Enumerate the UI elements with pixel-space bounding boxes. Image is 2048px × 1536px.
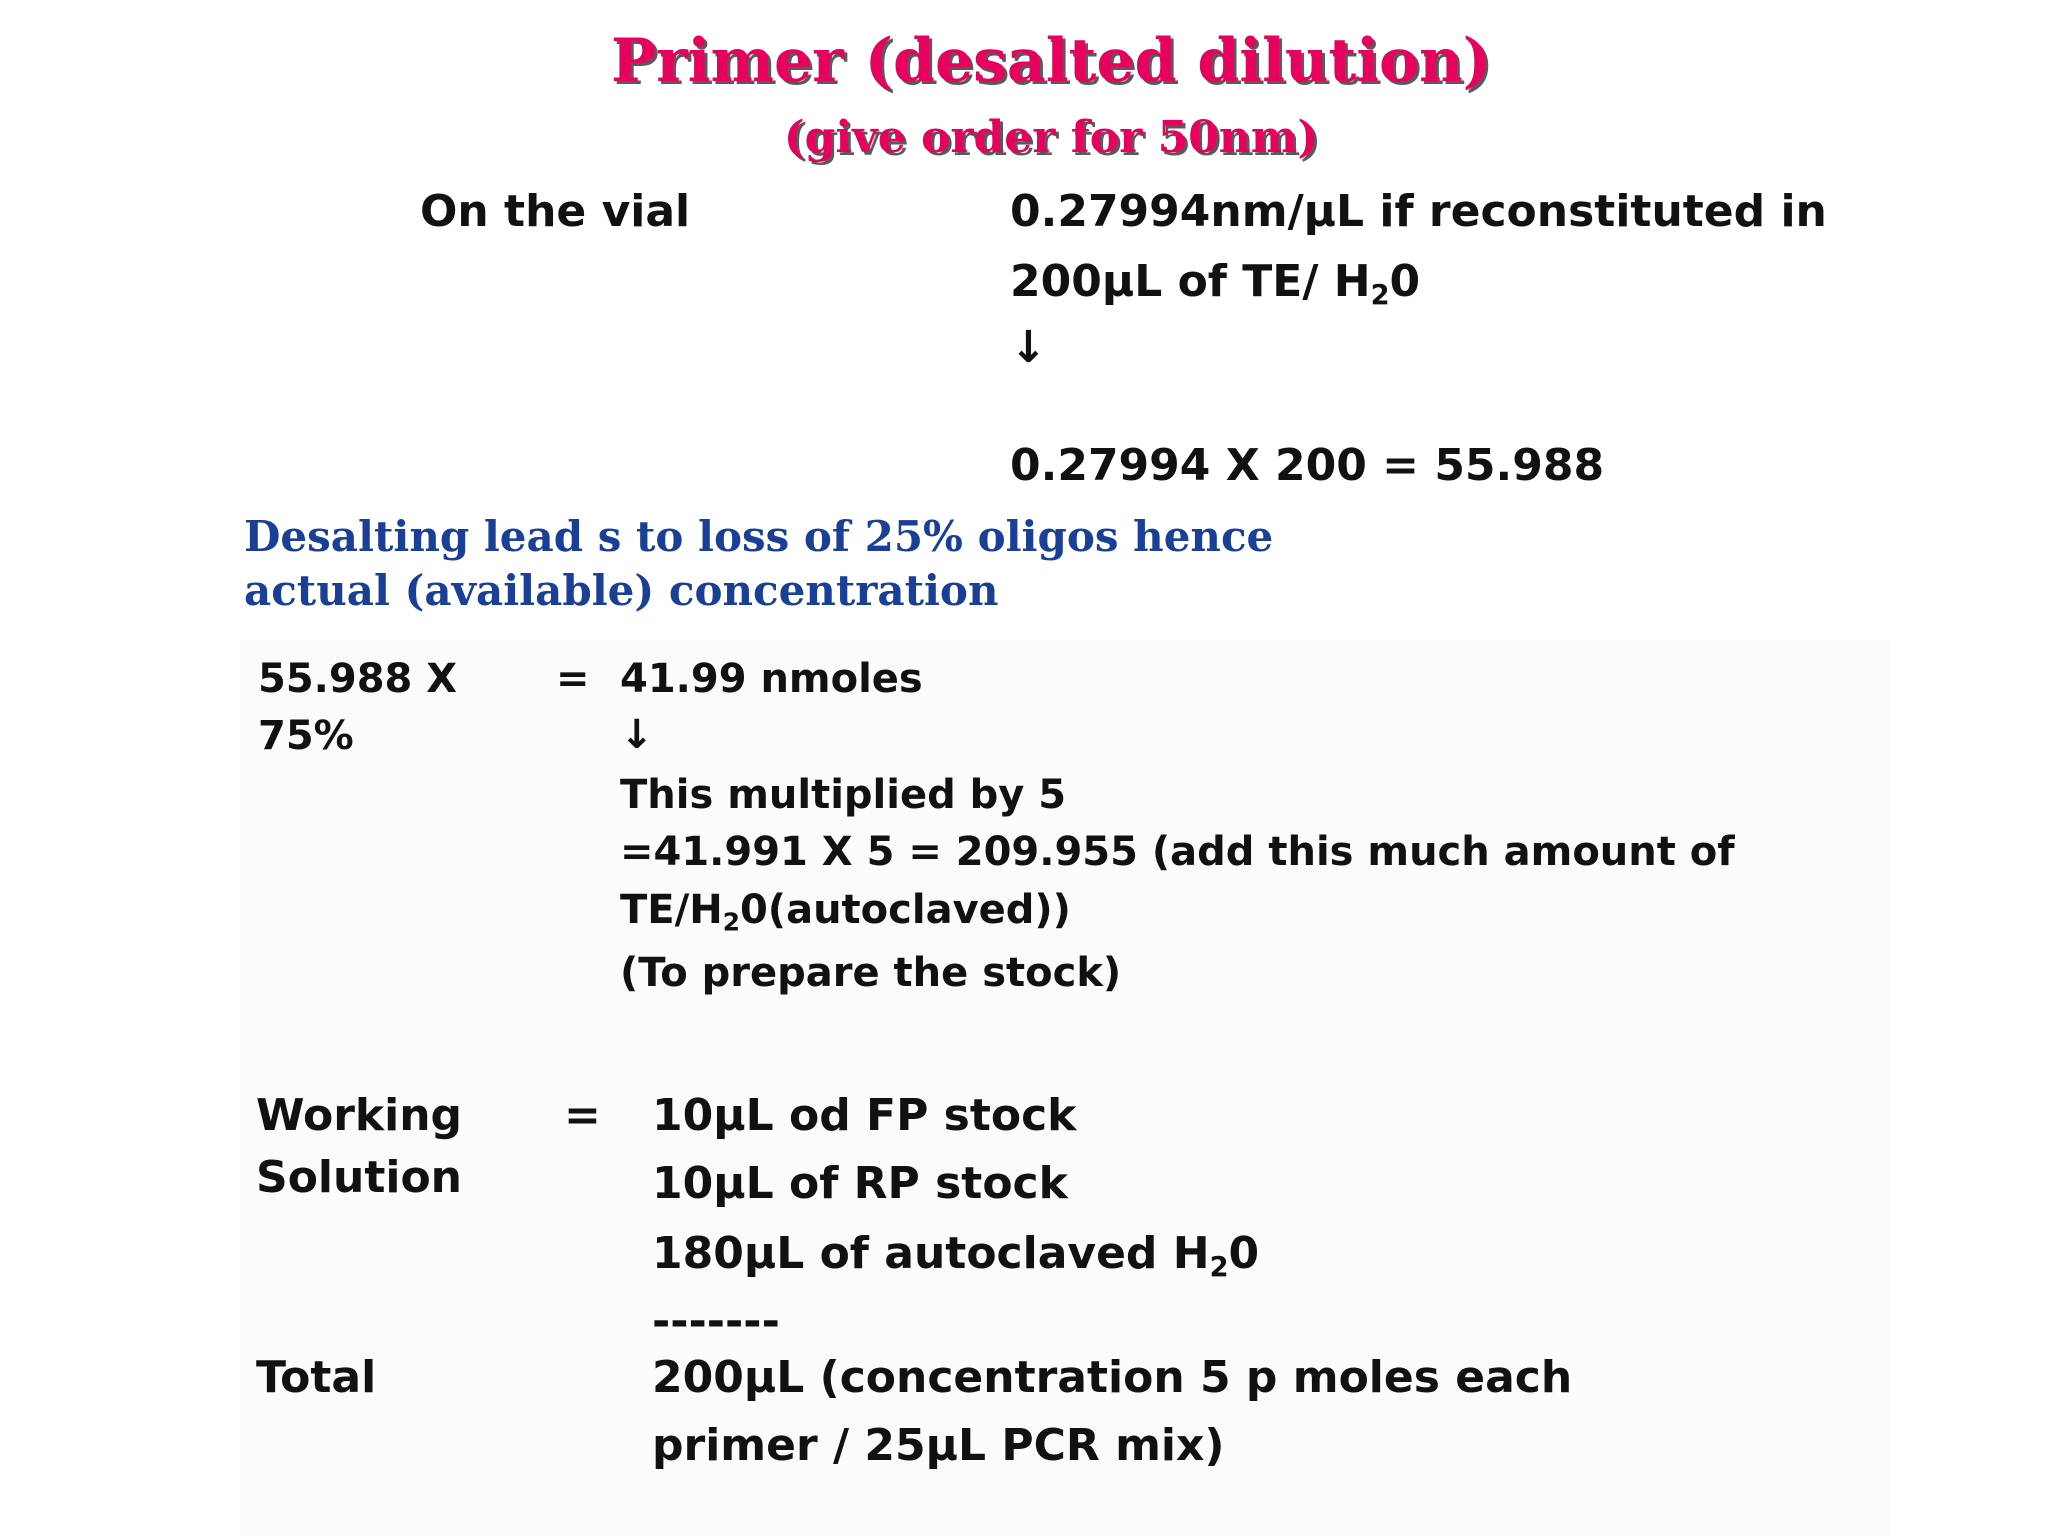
vial-label: On the vial <box>420 186 691 237</box>
calc-step-4: (To prepare the stock) <box>620 950 1122 996</box>
working-item-1: 10µL od FP stock <box>652 1090 1077 1141</box>
working-item-3: 180µL of autoclaved $H_20$ <box>652 1228 1260 1284</box>
calc-step-3: $TE/H_20(autoclaved)$) <box>620 887 1071 937</box>
desalting-note-line-2: actual (available) concentration <box>244 566 999 615</box>
down-arrow-icon: ↓ <box>1010 322 1047 373</box>
total-line-1: 200µL (concentration 5 p moles each <box>652 1352 1573 1403</box>
calc-down-arrow-icon: ↓ <box>620 712 654 758</box>
vial-line-1: 0.27994nm/µL if reconstituted in <box>1010 186 1827 237</box>
vial-line-2: 200µL of TE/ $H_20$ <box>1010 256 1421 312</box>
total-line-2: primer / 25µL PCR mix) <box>652 1420 1225 1471</box>
desalting-note-line-1: Desalting lead s to loss of 25% oligos hence <box>244 512 1274 561</box>
total-label: Total <box>256 1352 377 1403</box>
page-title: Primer (desalted dilution) <box>610 26 1492 96</box>
calc-result: 41.99 nmoles <box>620 656 923 702</box>
vial-calculation: 0.27994 X 200 = 55.988 <box>1010 440 1605 491</box>
working-divider: ------- <box>652 1296 780 1347</box>
working-equals: = <box>564 1090 601 1141</box>
calc-left-2: 75% <box>258 713 354 759</box>
calc-equals: = <box>556 656 590 702</box>
working-label-1: Working <box>256 1090 463 1141</box>
calc-step-1: This multiplied by 5 <box>620 772 1067 818</box>
calc-left-1: 55.988 X <box>258 656 458 702</box>
page-subtitle: (give order for 50nm) <box>783 112 1319 163</box>
working-item-2: 10µL of RP stock <box>652 1158 1068 1209</box>
calc-step-2: =41.991 X 5 = 209.955 (add this much amount of <box>620 829 1735 875</box>
working-label-2: Solution <box>256 1152 462 1203</box>
